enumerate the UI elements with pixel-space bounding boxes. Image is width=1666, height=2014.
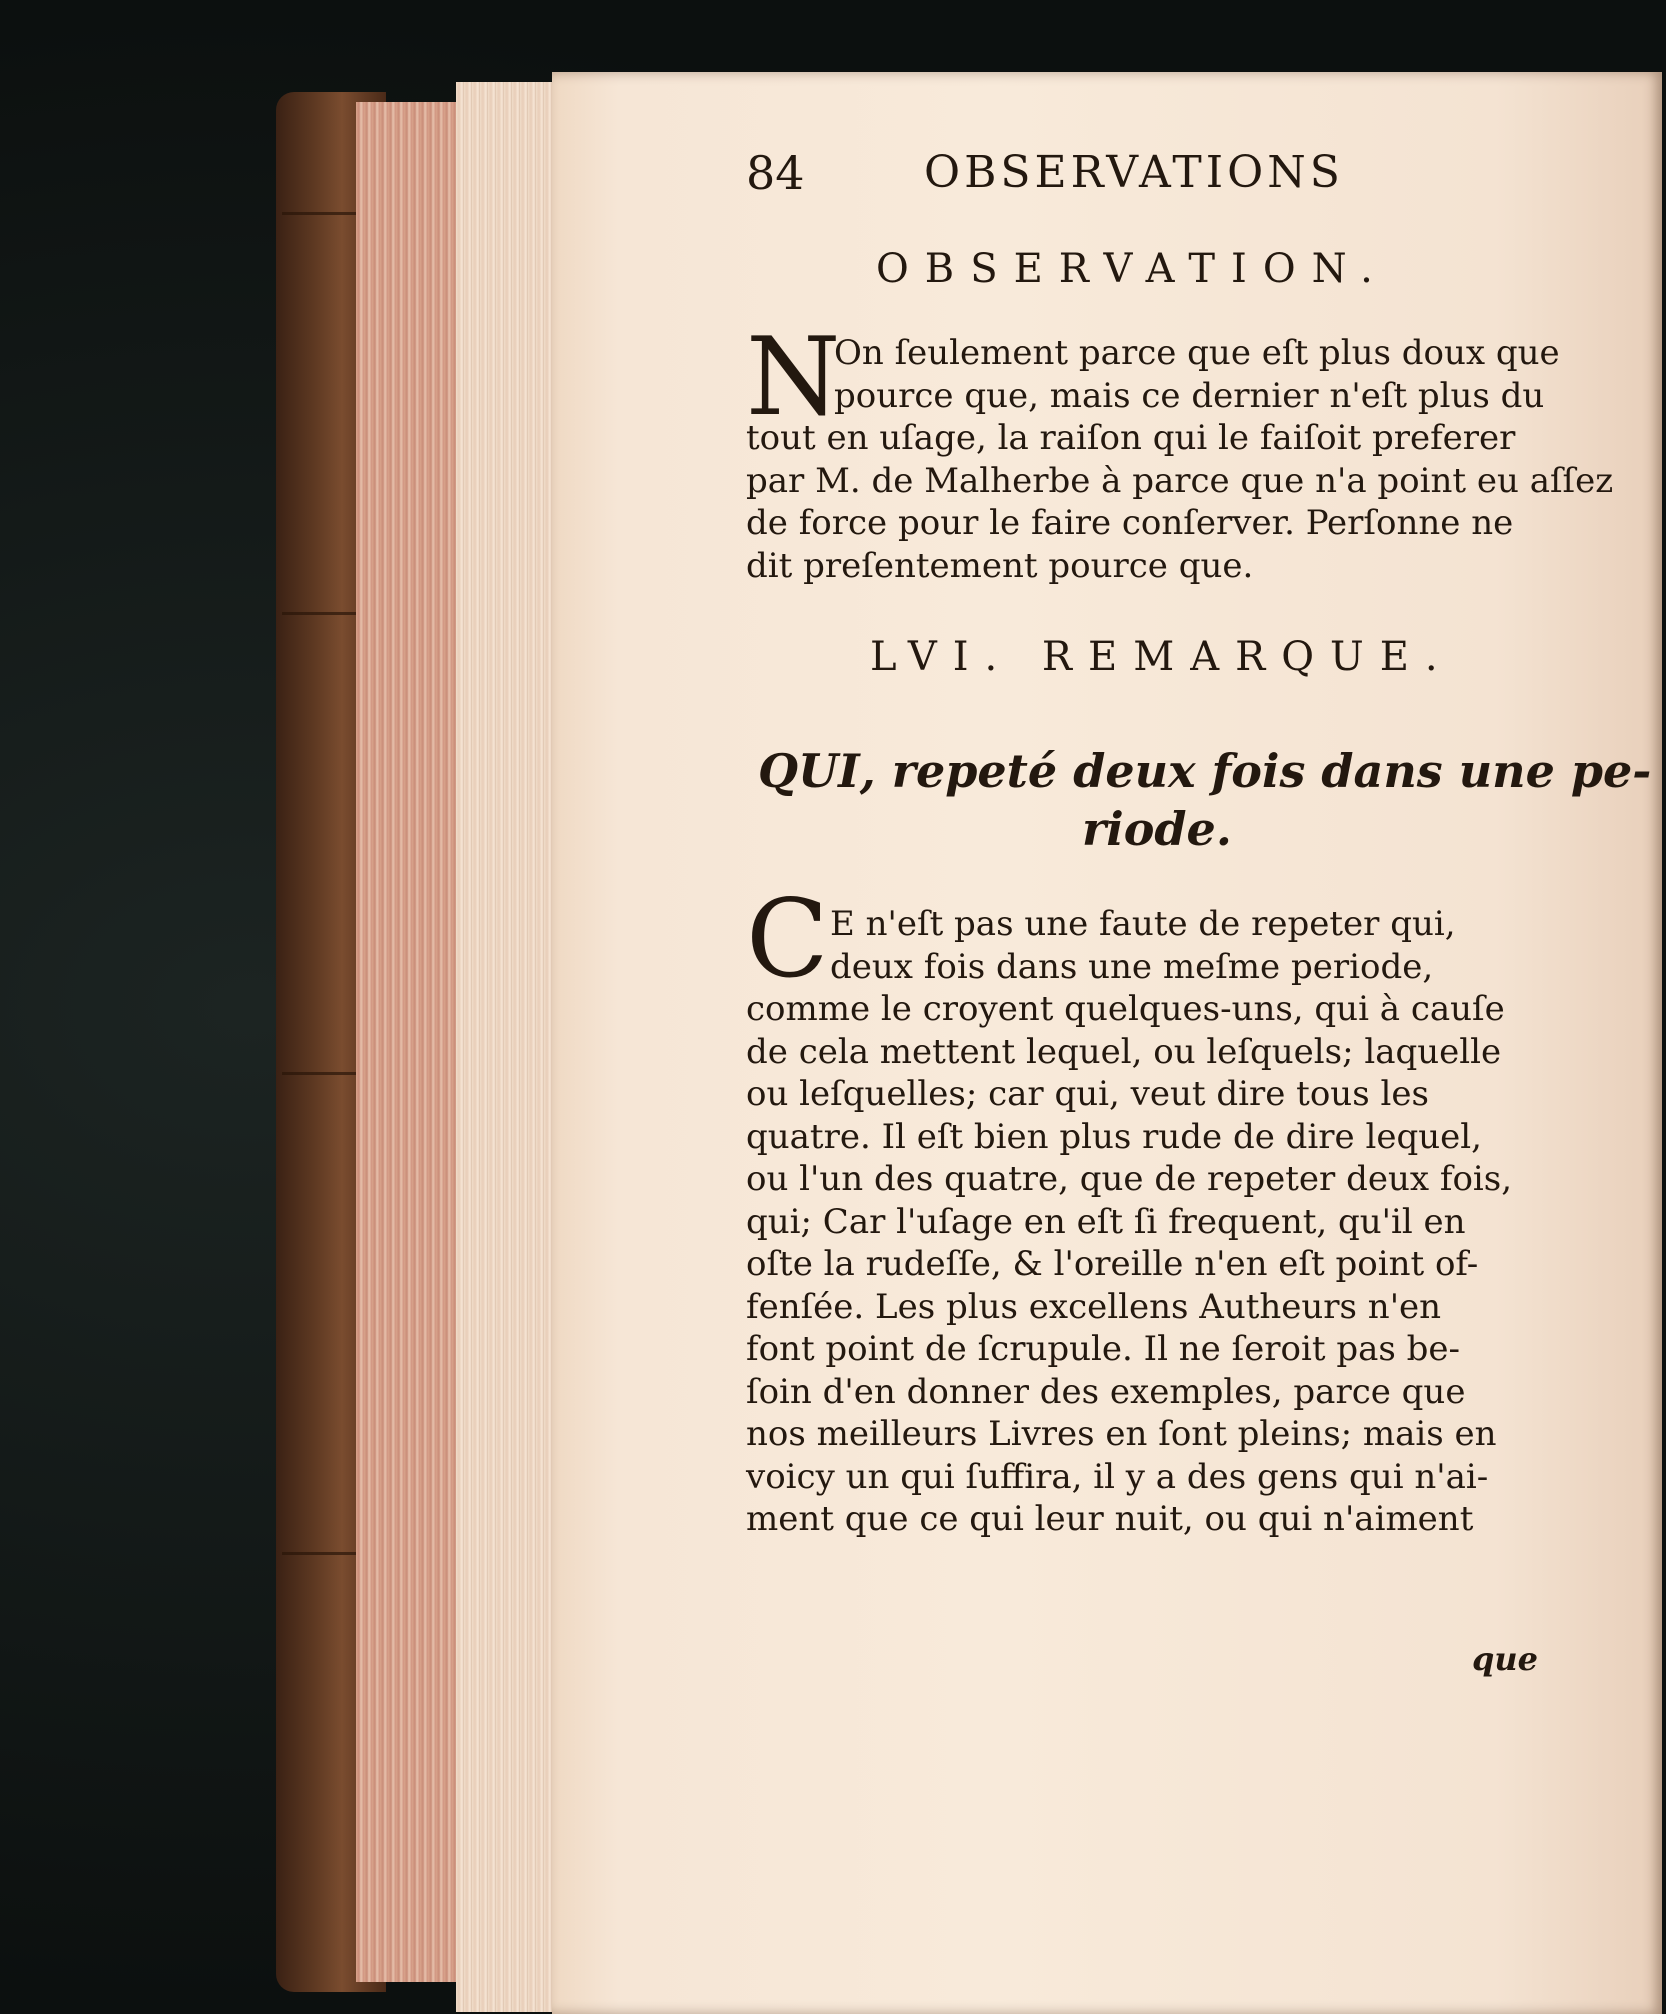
text-line: voicy un qui ſuffira, il y a des gens qui n'ai- [746, 1456, 1489, 1497]
text-line: ou l'un des quatre, que de repeter deux fois, [746, 1159, 1513, 1199]
section-heading-observation: OBSERVATION. [876, 246, 1389, 292]
drop-cap-c: C [746, 877, 829, 1002]
catchword: que [1472, 1640, 1538, 1678]
text-line: de cela mettent lequel, ou leſquels; laquelle [746, 1031, 1502, 1072]
running-title: OBSERVATIONS [924, 147, 1344, 198]
text-line: deux fois dans une meſme periode, [830, 946, 1434, 987]
drop-cap-n: N [746, 315, 841, 440]
text-line: ment que ce qui leur nuit, ou qui n'aiment [746, 1499, 1474, 1539]
text-line: dit preſentement pource que. [746, 545, 1254, 586]
section-heading-remarque: LVI. REMARQUE. [870, 634, 1454, 680]
red-sprinkled-page-edges [356, 102, 456, 1982]
text-line: ſoin d'en donner des exemples, parce que [746, 1371, 1466, 1412]
text-line: de force pour le faire conſerver. Perſonne ne [746, 503, 1514, 543]
page-header [746, 148, 1386, 198]
remark-subheading-line: riode. [1082, 802, 1232, 856]
text-line: qui; Car l'uſage en eſt ſi frequent, qu'il en [746, 1201, 1466, 1242]
text-line: font point de ſcrupule. Il ne ſeroit pas be- [746, 1329, 1461, 1369]
text-line: ou leſquelles; car qui, veut dire tous les [746, 1074, 1429, 1114]
text-line: comme le croyent quelques-uns, qui à cauſe [746, 989, 1505, 1029]
text-line: pource que, mais ce dernier n'eſt plus du [834, 375, 1545, 416]
remarque-paragraph [746, 903, 1512, 1541]
text-line: quatre. Il eſt bien plus rude de dire lequel, [746, 1116, 1482, 1157]
text-line: fenſée. Les plus excellens Autheurs n'en [746, 1286, 1442, 1327]
text-line: par M. de Malherbe à parce que n'a point eu aſſez [746, 460, 1614, 501]
text-line: tout en uſage, la raiſon qui le faiſoit preferer [746, 418, 1516, 458]
observation-paragraph [746, 332, 1613, 587]
text-line: E n'eſt pas une faute de repeter qui, [830, 904, 1456, 944]
text-line: On ſeulement parce que eſt plus doux que [834, 333, 1560, 373]
text-line: oſte la rudeſſe, & l'oreille n'en eſt point of- [746, 1244, 1479, 1284]
text-line: nos meilleurs Livres en ſont pleins; mais en [746, 1414, 1497, 1454]
remark-subheading-line: QUI, repeté deux fois dans une pe- [758, 744, 1652, 798]
page-number: 84 [746, 146, 805, 200]
